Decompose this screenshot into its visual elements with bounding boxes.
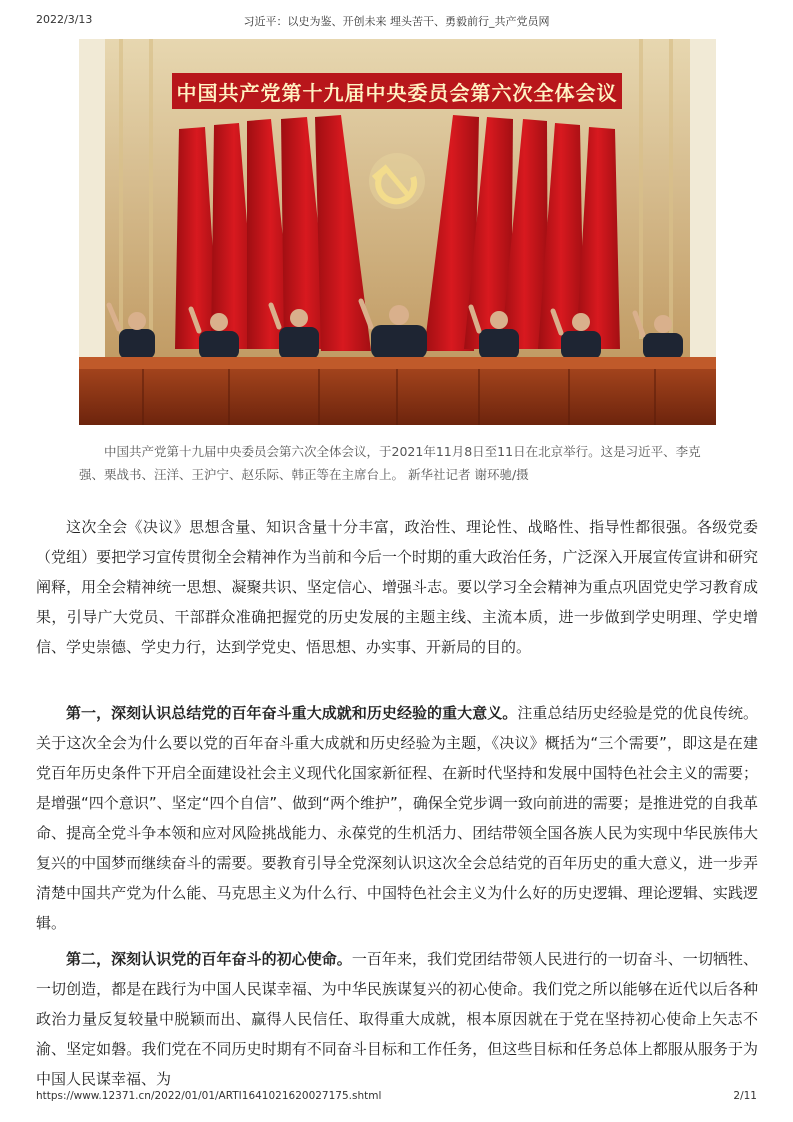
page-number: 2/11 — [733, 1090, 757, 1102]
banner-title: 中国共产党第十九届中央委员会第六次全体会议 — [176, 80, 618, 105]
paragraph — [36, 512, 758, 662]
paragraph-text: 这次全会《决议》思想含量、知识含量十分丰富，政治性、理论性、战略性、指导性都很强。各级党委（党组）要把学习宣传贯彻全会精神作为当前和今后一个时期的重大政治任务，广泛深入开展宣传宣讲和研究阐释，用全会精神统一思想、凝聚共识、坚定信心、增强斗志。要以学习全会精神为重点巩固党史学习教育成果，引导广大党员、干部群众准确把握党的历史发展的主题主线、主流本质，进一步做到学史明理、学史增信、学史崇德、学史力行，达到学党史、悟思想、办实事、开新局的目的。 — [36, 518, 758, 656]
source-url: https://www.12371.cn/2022/01/01/ARTI1641021620027175.shtml — [36, 1090, 382, 1102]
meeting-photo — [79, 39, 716, 425]
photo-caption: 中国共产党第十九届中央委员会第六次全体会议，于2021年11月8日至11日在北京举行。这是习近平、李克强、栗战书、汪洋、王沪宁、赵乐际、韩正等在主席台上。 新华社记者 谢环驰/摄 — [79, 444, 701, 482]
flags-right — [424, 115, 620, 351]
podium-top — [79, 357, 716, 369]
paragraph-text: 一百年来，我们党团结带领人民进行的一切奋斗、一切牺牲、一切创造，都是在践行为中国人民谋幸福、为中华民族谋复兴的初心使命。我们党之所以能够在近代以后各种政治力量反复较量中脱颖而出、赢得人民信任、取得重大成就，根本原因就在于党在坚持初心使命上矢志不渝、坚定如磐。我们党在不同历史时期有不同奋斗目标和工作任务，但这些目标和任务总体上都服从服务于为中国人民谋幸福、为 — [36, 950, 758, 1088]
paragraph — [36, 944, 758, 1094]
paragraph-lead: 第一，深刻认识总结党的百年奋斗重大成就和历史经验的重大意义。 — [66, 704, 518, 722]
print-date: 2022/3/13 — [36, 13, 93, 26]
emblem — [369, 153, 425, 209]
page-title: 习近平：以史为鉴、开创未来 埋头苦干、勇毅前行_共产党员网 — [243, 15, 550, 28]
paragraph-lead: 第二，深刻认识党的百年奋斗的初心使命。 — [66, 950, 352, 968]
paragraph-text: 注重总结历史经验是党的优良传统。关于这次全会为什么要以党的百年奋斗重大成就和历史经验为主题，《决议》概括为“三个需要”，即这是在建党百年历史条件下开启全面建设社会主义现代化国家新征程、在新时代坚持和发展中国特色社会主义的需要；是增强“四个意识”、坚定“四个自信”、做到“两个维护”，确保全党步调一致向前进的需要；是推进党的自我革命、提高全党斗争本领和应对风险挑战能力、永葆党的生机活力、团结带领全国各族人民为实现中华民族伟大复兴的中国梦而继续奋斗的需要。要教育引导全党深刻认识这次全会总结党的百年历史的重大意义，进一步弄清楚中国共产党为什么能、马克思主义为什么行、中国特色社会主义为什么好的历史逻辑、理论逻辑、实践逻辑。 — [36, 704, 758, 932]
paragraph — [36, 698, 758, 938]
